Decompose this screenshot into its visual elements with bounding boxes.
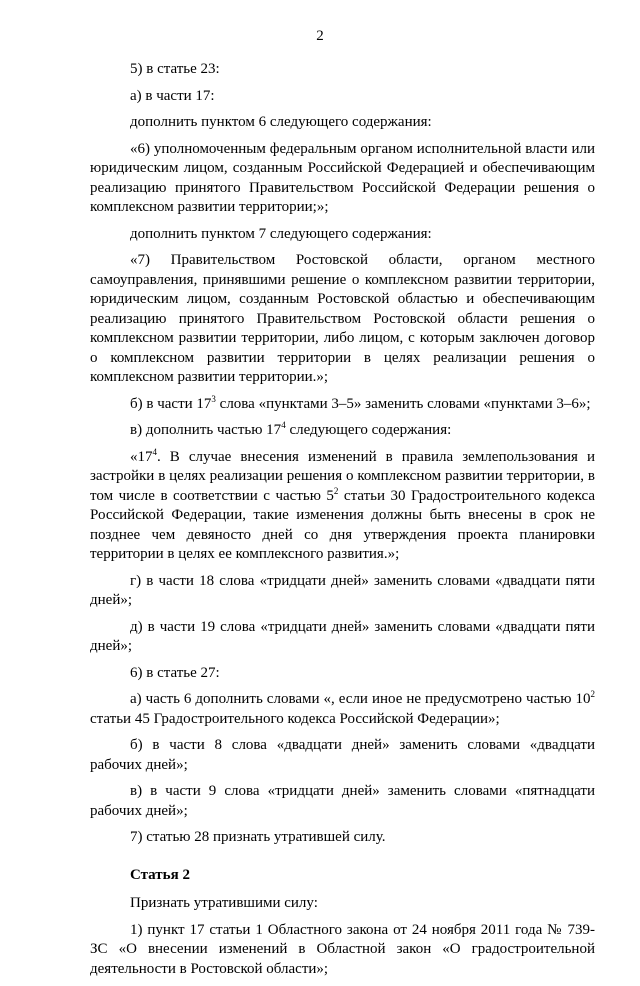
paragraph: б) в части 8 слова «двадцати дней» заменить словами «двадцати рабочих дней»;	[90, 737, 595, 773]
paragraph	[90, 690, 595, 729]
page-number: 2	[316, 28, 324, 44]
text-fragment: . В случае внесения изменений в правила землепользования и застройки в целях реализации решения о комплексном развитии территории, в том числе в соответствии с частью 5	[90, 448, 595, 504]
document-body	[90, 60, 595, 986]
paragraph: г) в части 18 слова «тридцати дней» заменить словами «двадцати пяти дней»;	[90, 572, 595, 608]
text-fragment: в) дополнить частью 17	[130, 422, 282, 438]
text-fragment: следующего содержания:	[285, 422, 452, 438]
paragraph	[90, 448, 595, 565]
text-fragment: б) в части 17	[130, 395, 212, 412]
paragraph: «6) уполномоченным федеральным органом исполнительной власти или юридическим лицом, созданным Российской Федерацией и обеспечивающим реализацию принятого Правительством Российской Федерации решения о комплексном развитии территории;»;	[90, 140, 595, 215]
text-fragment: статьи 45 Градостроительного кодекса Российской Федерации»;	[90, 710, 500, 727]
superscript: 2	[590, 689, 595, 699]
paragraph	[90, 395, 595, 415]
superscript: 2	[333, 485, 339, 496]
superscript: 4	[281, 420, 286, 430]
paragraph: дополнить пунктом 7 следующего содержания:	[130, 225, 432, 242]
paragraph: а) в части 17:	[130, 87, 215, 104]
paragraph: «7) Правительством Ростовской области, органом местного самоуправления, принявшими решение о комплексном развитии территории, юридическим лицом, созданным Ростовской областью и обеспечивающим реализацию принятого Правительством Ростовской области решения о комплексном развитии территории, либо лицом, с которым заключен договор о комплексном развитии территории в целях реализации решения о комплексном развитии территории.»;	[90, 252, 595, 385]
text-fragment: а) часть 6 дополнить словами «, если иное не предусмотрено частью 10	[130, 691, 591, 707]
text-fragment: слова «пунктами 3–5» заменить словами «пунктами 3–6»;	[215, 395, 591, 412]
paragraph: д) в части 19 слова «тридцати дней» заменить словами «двадцати пяти дней»;	[90, 618, 595, 654]
article-heading: Статья 2	[130, 866, 190, 883]
paragraph: 6) в статье 27:	[130, 664, 220, 681]
superscript: 3	[211, 393, 216, 404]
paragraph: 7) статью 28 признать утратившей силу.	[130, 829, 386, 845]
paragraph: дополнить пунктом 6 следующего содержания:	[130, 114, 432, 130]
paragraph: Признать утратившими силу:	[130, 895, 318, 911]
paragraph: 5) в статье 23:	[130, 61, 220, 77]
paragraph: в) в части 9 слова «тридцати дней» заменить словами «пятнадцати рабочих дней»;	[90, 783, 595, 819]
text-fragment: статьи 30 Градостроительного кодекса Российской Федерации, такие изменения должны быть внесены в срок не позднее чем девяносто дней со дня утверждения проекта планировки территории в целях ее комплексного развития.»;	[90, 487, 595, 562]
paragraph	[90, 421, 595, 441]
superscript: 4	[152, 446, 157, 457]
paragraph: 1) пункт 17 статьи 1 Областного закона от 24 ноября 2011 года № 739-ЗС «О внесении изменений в Областной закон «О градостроительной деятельности в Ростовской области»;	[90, 921, 595, 977]
text-fragment: «17	[130, 448, 153, 465]
